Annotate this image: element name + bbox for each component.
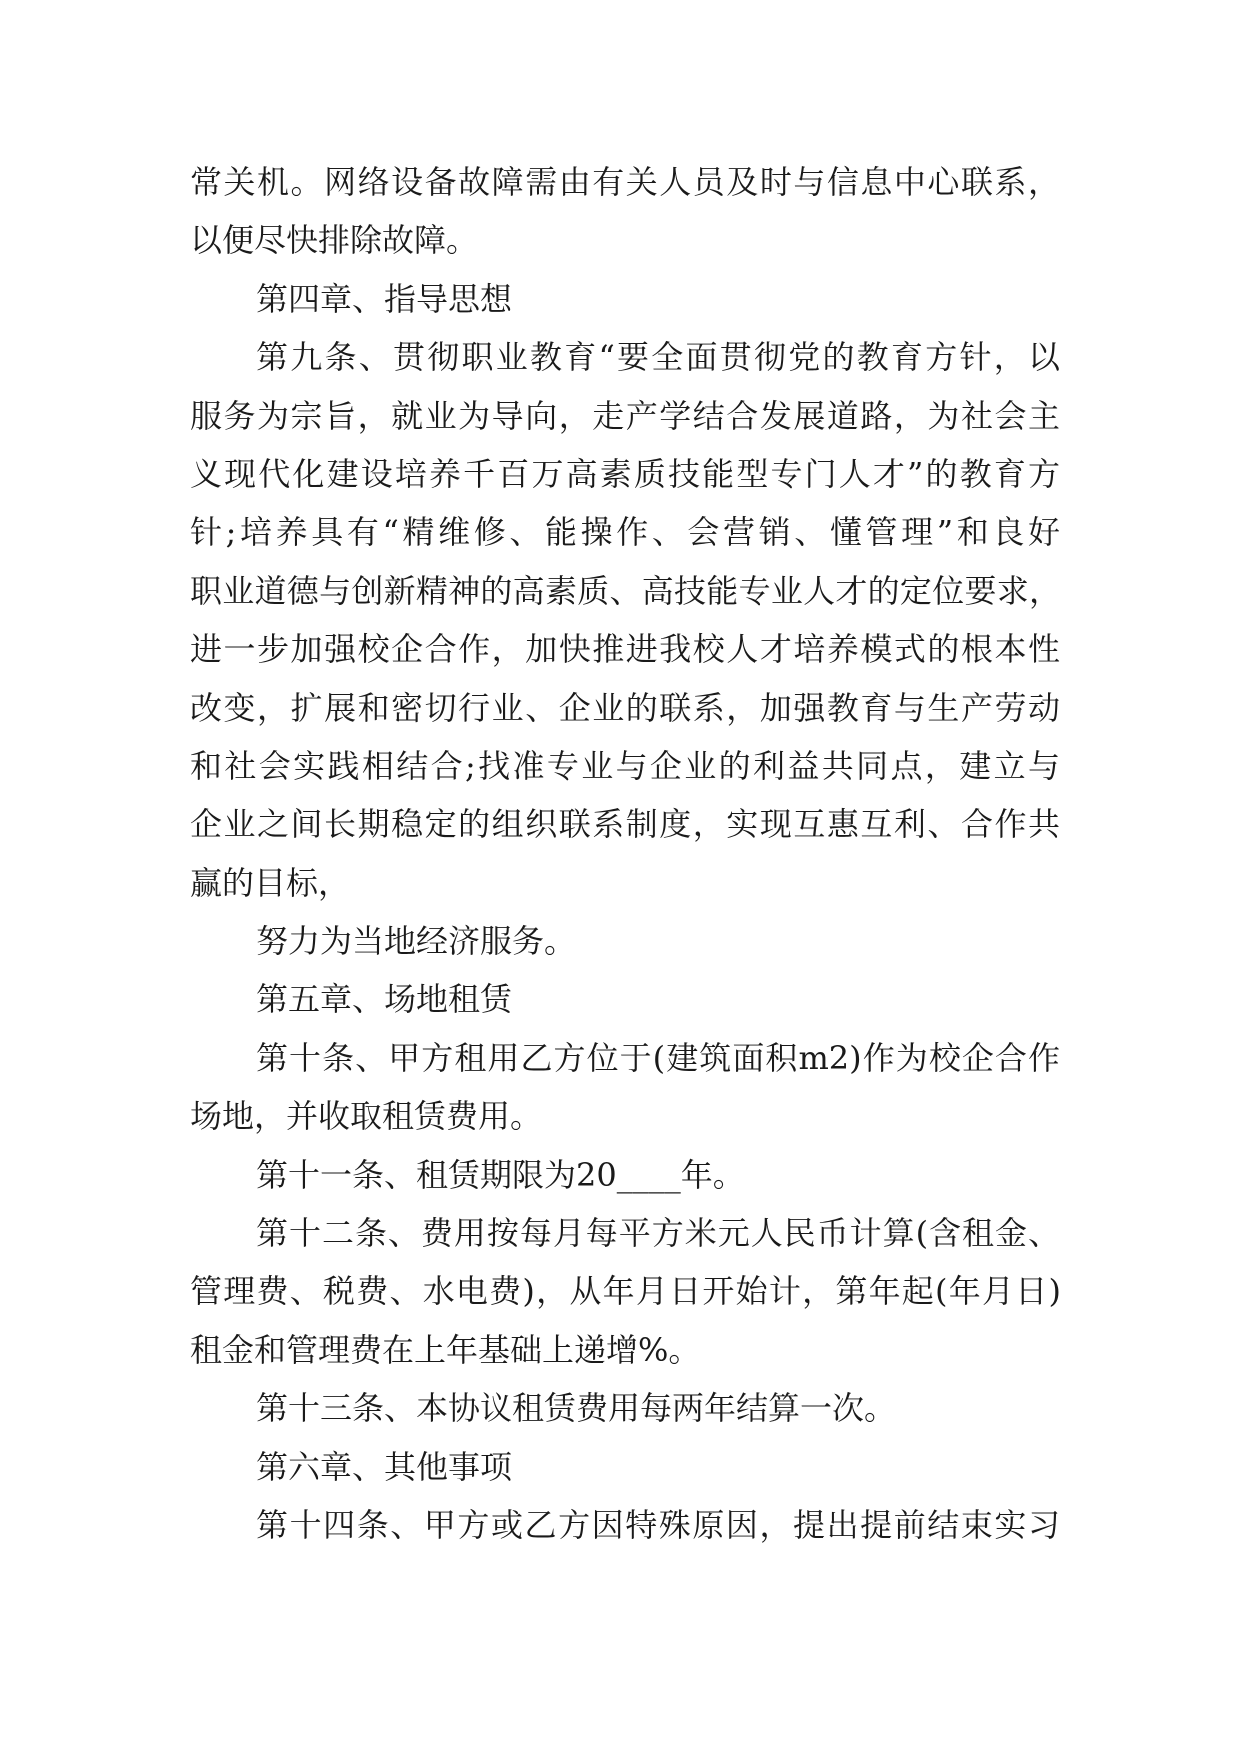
text-line: 第十条、甲方租用乙方位于(建筑面积m2)作为校企合作 [256,1038,1060,1077]
text-line: 进一步加强校企合作，加快推进我校人才培养模式的根本性 [190,630,1060,669]
chapter-heading: 第四章、指导思想 [256,279,513,318]
text-line: 企业之间长期稳定的组织联系制度，实现互惠互利、合作共 [190,805,1060,844]
text-line: 第九条、贯彻职业教育“要全面贯彻党的教育方针，以 [256,338,1060,377]
document-body [190,153,1060,1554]
chapter-heading: 第五章、场地租赁 [256,980,513,1019]
text-line: 针;培养具有“精维修、能操作、会营销、懂管理”和良好 [190,513,1060,552]
text-line: 第十三条、本协议租赁费用每两年结算一次。 [256,1389,897,1428]
text-line: 第十二条、费用按每月每平方米元人民币计算(含租金、 [256,1214,1060,1253]
text-line: 第十一条、租赁期限为20____年。 [256,1155,745,1194]
text-line: 努力为当地经济服务。 [256,922,577,961]
text-line: 义现代化建设培养千百万高素质技能型专门人才”的教育方 [190,454,1060,493]
text-line: 改变，扩展和密切行业、企业的联系，加强教育与生产劳动 [190,688,1060,727]
text-line: 服务为宗旨，就业为导向，走产学结合发展道路，为社会主 [190,396,1060,435]
chapter-heading: 第六章、其他事项 [256,1447,513,1486]
text-line: 第十四条、甲方或乙方因特殊原因，提出提前结束实习 [256,1505,1060,1544]
text-line: 和社会实践相结合;找准专业与企业的利益共同点，建立与 [190,746,1060,785]
text-line: 管理费、税费、水电费)，从年月日开始计，第年起(年月日) [190,1272,1060,1311]
text-line: 职业道德与创新精神的高素质、高技能专业人才的定位要求， [190,571,1060,610]
text-line: 以便尽快排除故障。 [190,221,479,260]
text-line: 赢的目标， [190,863,351,902]
text-line: 场地，并收取租赁费用。 [190,1097,543,1136]
text-line: 常关机。网络设备故障需由有关人员及时与信息中心联系， [190,163,1060,201]
text-line: 租金和管理费在上年基础上递增%。 [190,1330,701,1369]
